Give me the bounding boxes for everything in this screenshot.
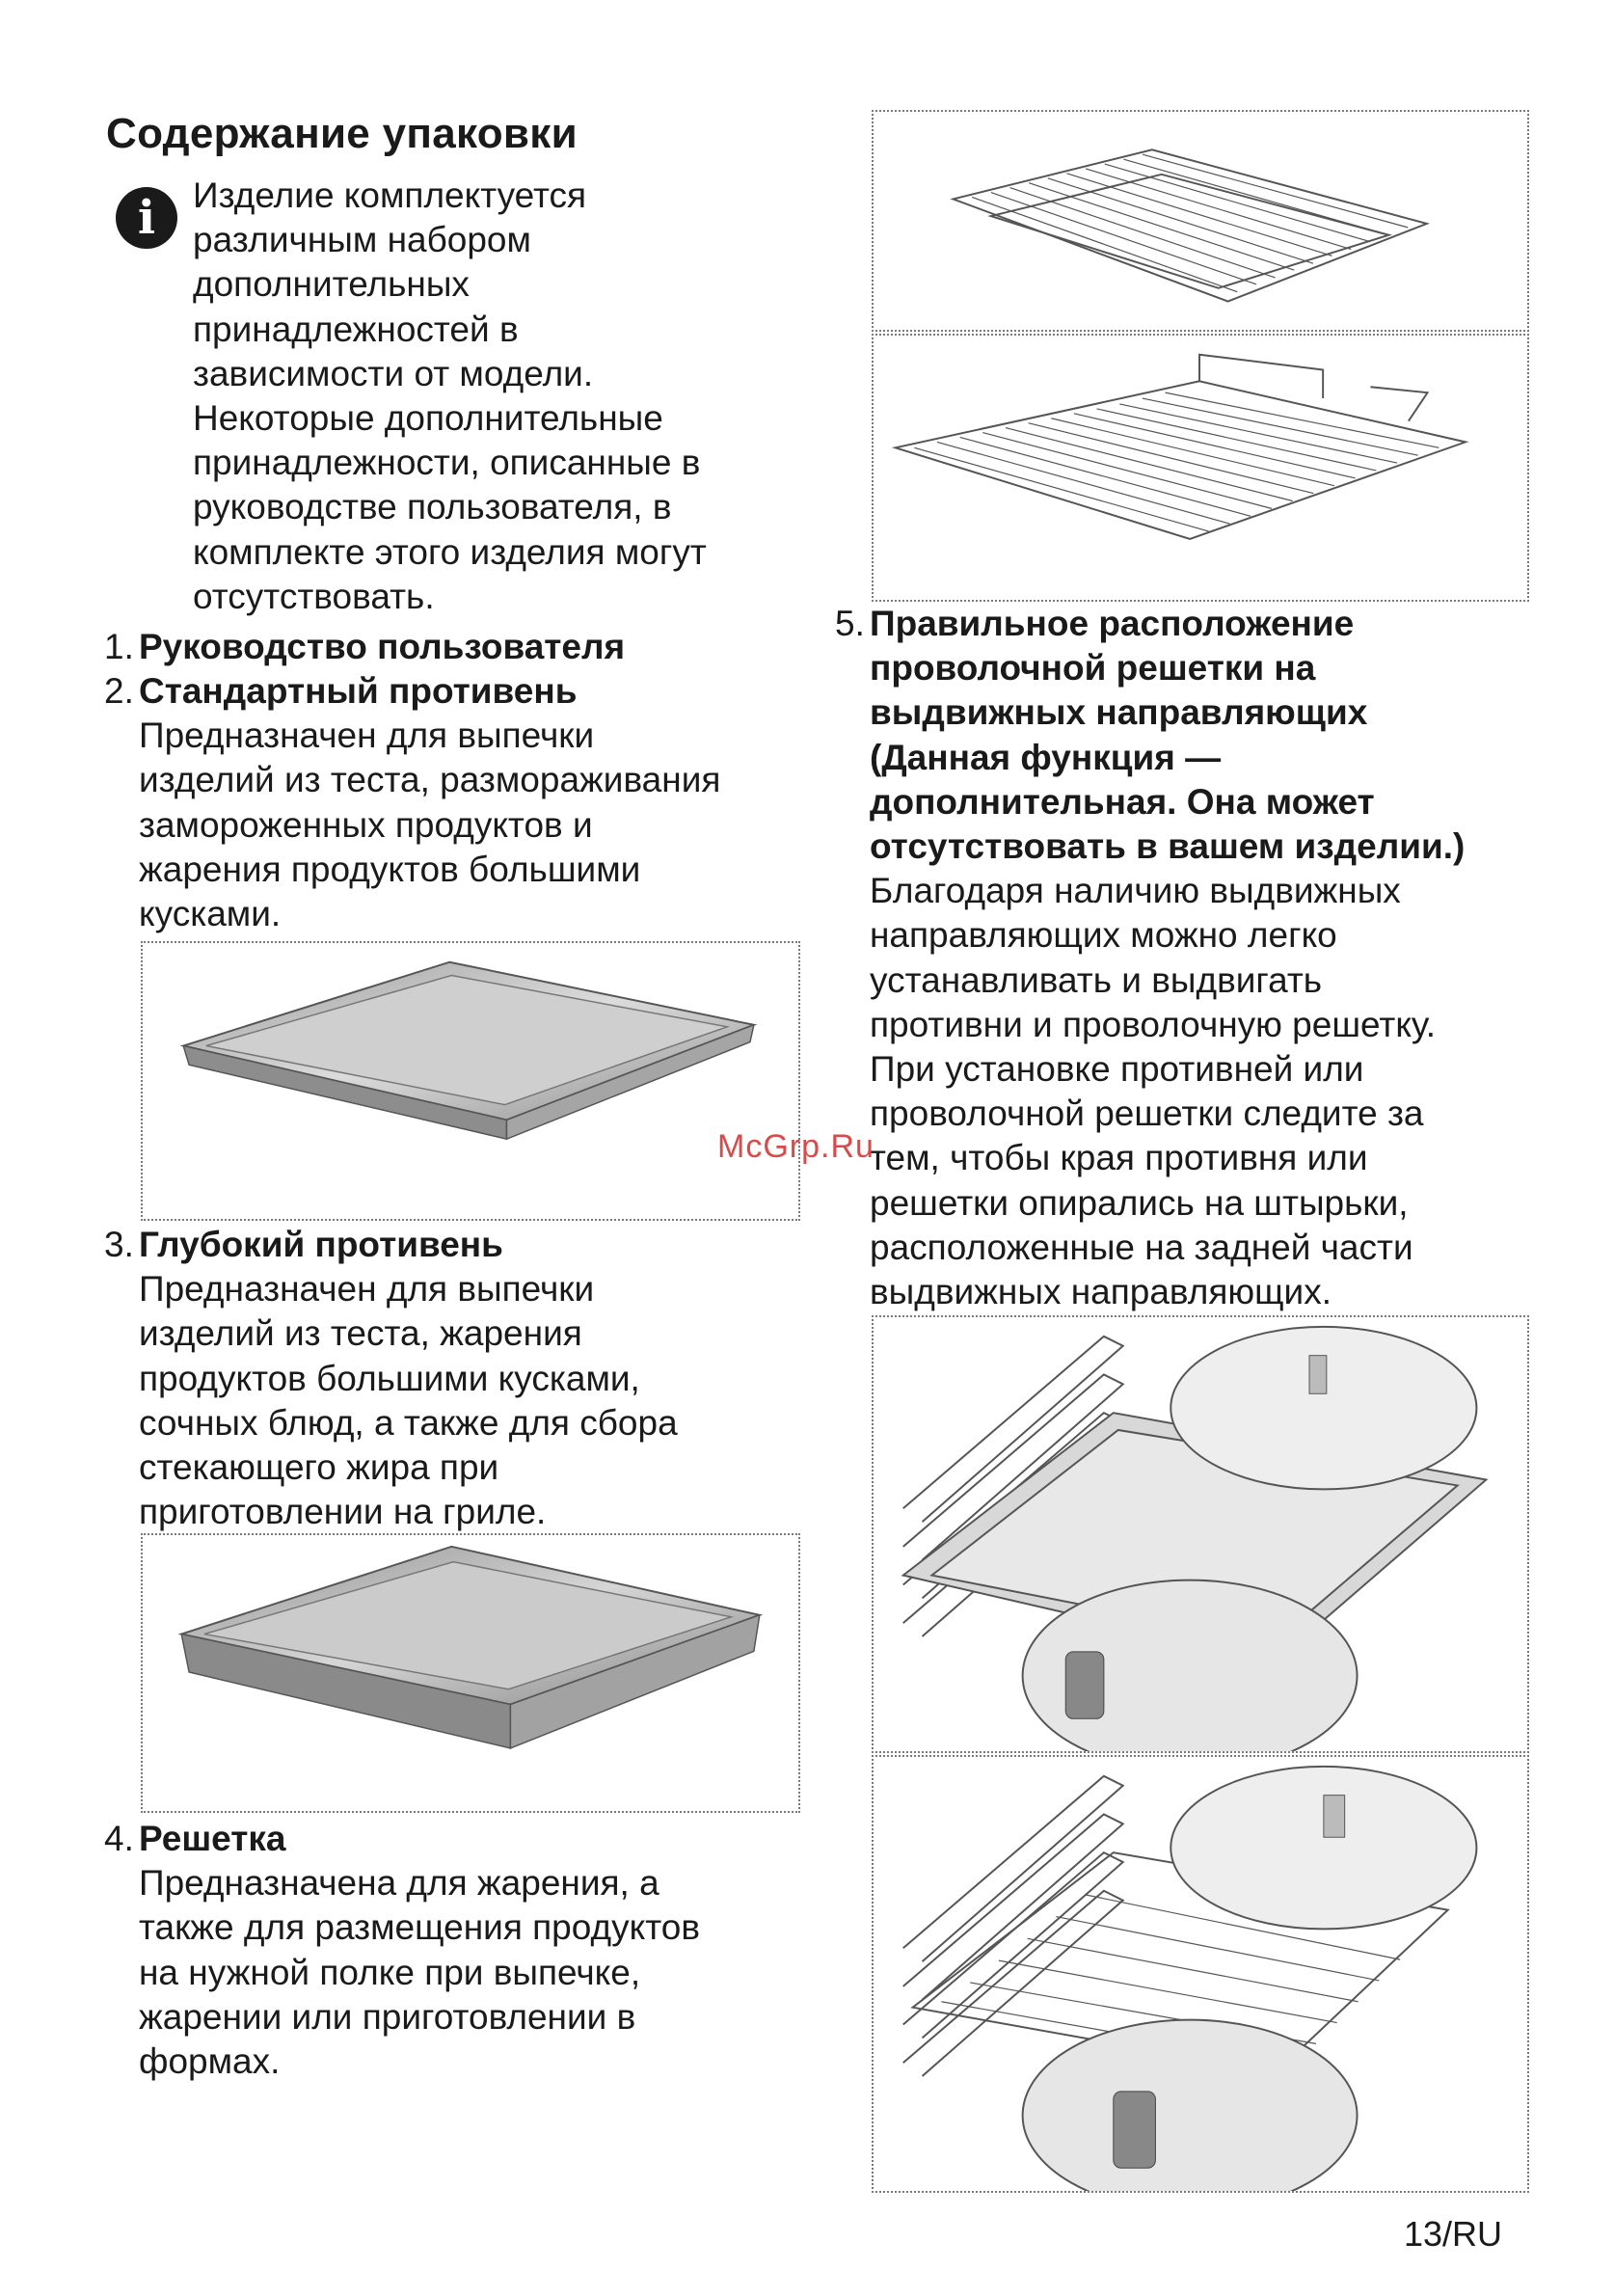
item-text: При установке противней или	[870, 1049, 1364, 1090]
item-text: Благодаря наличию выдвижных	[870, 871, 1401, 911]
watermark: McGrp.Ru	[717, 1128, 874, 1165]
item-text: изделий из теста, жарения	[139, 1313, 582, 1354]
item-text: кусками.	[139, 894, 282, 934]
wire-rack-top-image	[872, 110, 1529, 332]
item-text: устанавливать и выдвигать	[870, 959, 1323, 1000]
page-number: 13/RU	[1404, 2214, 1503, 2254]
item-heading: проволочной решетки на	[870, 648, 1316, 689]
item-text: направляющих можно легко	[870, 915, 1337, 956]
item-heading: отсутствовать в вашем изделии.)	[870, 826, 1466, 867]
info-line: зависимости от модели.	[193, 353, 594, 393]
list-item-2	[104, 669, 720, 936]
info-icon: i	[116, 187, 177, 249]
item-heading: Глубокий противень	[139, 1225, 503, 1264]
item-text: жарении или приготовлении в	[139, 1996, 636, 2037]
item-text: Предназначен для выпечки	[139, 1269, 595, 1310]
tray-on-rails-image	[872, 1315, 1529, 1753]
item-number: 4.	[104, 1819, 134, 1858]
item-number: 3.	[104, 1225, 134, 1264]
item-number: 2.	[104, 671, 134, 711]
wire-rack-bottom-image	[872, 334, 1529, 602]
item-text: сочных блюд, а также для сбора	[139, 1402, 678, 1443]
list-item-3	[104, 1223, 678, 1534]
item-text: проволочной решетки следите за	[870, 1094, 1424, 1134]
item-text: на нужной полке при выпечке,	[139, 1952, 641, 1992]
item-text: расположенные на задней части	[870, 1227, 1413, 1267]
standard-tray-image	[141, 941, 800, 1221]
item-heading: Правильное расположение	[870, 604, 1355, 643]
item-text: формах.	[139, 2041, 281, 2082]
page-title: Содержание упаковки	[106, 110, 578, 157]
item-text: также для размещения продуктов	[139, 1907, 700, 1948]
item-heading: (Данная функция —	[870, 737, 1222, 777]
list-item-5	[835, 602, 1465, 1314]
item-text: противни и проволочную решетку.	[870, 1004, 1436, 1044]
item-heading: дополнительная. Она может	[870, 781, 1375, 822]
item-heading: выдвижных направляющих	[870, 692, 1368, 733]
list-item-1	[104, 625, 625, 669]
item-text: решетки опирались на штырьки,	[870, 1182, 1409, 1223]
info-line: принадлежности, описанные в	[193, 443, 701, 483]
info-line: комплекте этого изделия могут	[193, 531, 707, 572]
info-line: принадлежностей в	[193, 309, 519, 349]
item-text: тем, чтобы края противня или	[870, 1138, 1368, 1178]
deep-tray-image	[141, 1533, 800, 1813]
item-heading: Руководство пользователя	[139, 627, 626, 666]
item-text: выдвижных направляющих.	[870, 1272, 1332, 1312]
item-text: Предназначен для выпечки	[139, 716, 595, 756]
item-text: изделий из теста, размораживания	[139, 760, 721, 800]
info-line: Некоторые дополнительные	[193, 398, 663, 439]
item-text: продуктов большими кусками,	[139, 1358, 640, 1398]
info-line: дополнительных	[193, 264, 470, 305]
list-item-4	[104, 1817, 700, 2084]
info-line: Изделие комплектуется	[193, 176, 587, 215]
info-line: отсутствовать.	[193, 576, 435, 616]
item-heading: Решетка	[139, 1819, 286, 1858]
item-text: стекающего жира при	[139, 1447, 499, 1488]
info-line: руководстве пользователя, в	[193, 487, 672, 527]
info-note	[193, 174, 707, 619]
item-number: 1.	[104, 627, 134, 666]
item-text: жарения продуктов большими	[139, 849, 641, 889]
item-text: замороженных продуктов и	[139, 804, 593, 845]
info-line: различным набором	[193, 220, 531, 260]
rack-on-rails-image	[872, 1755, 1529, 2193]
item-number: 5.	[835, 604, 865, 643]
item-text: приготовлении на гриле.	[139, 1492, 547, 1532]
item-heading: Стандартный противень	[139, 671, 578, 711]
item-text: Предназначена для жарения, а	[139, 1863, 659, 1904]
